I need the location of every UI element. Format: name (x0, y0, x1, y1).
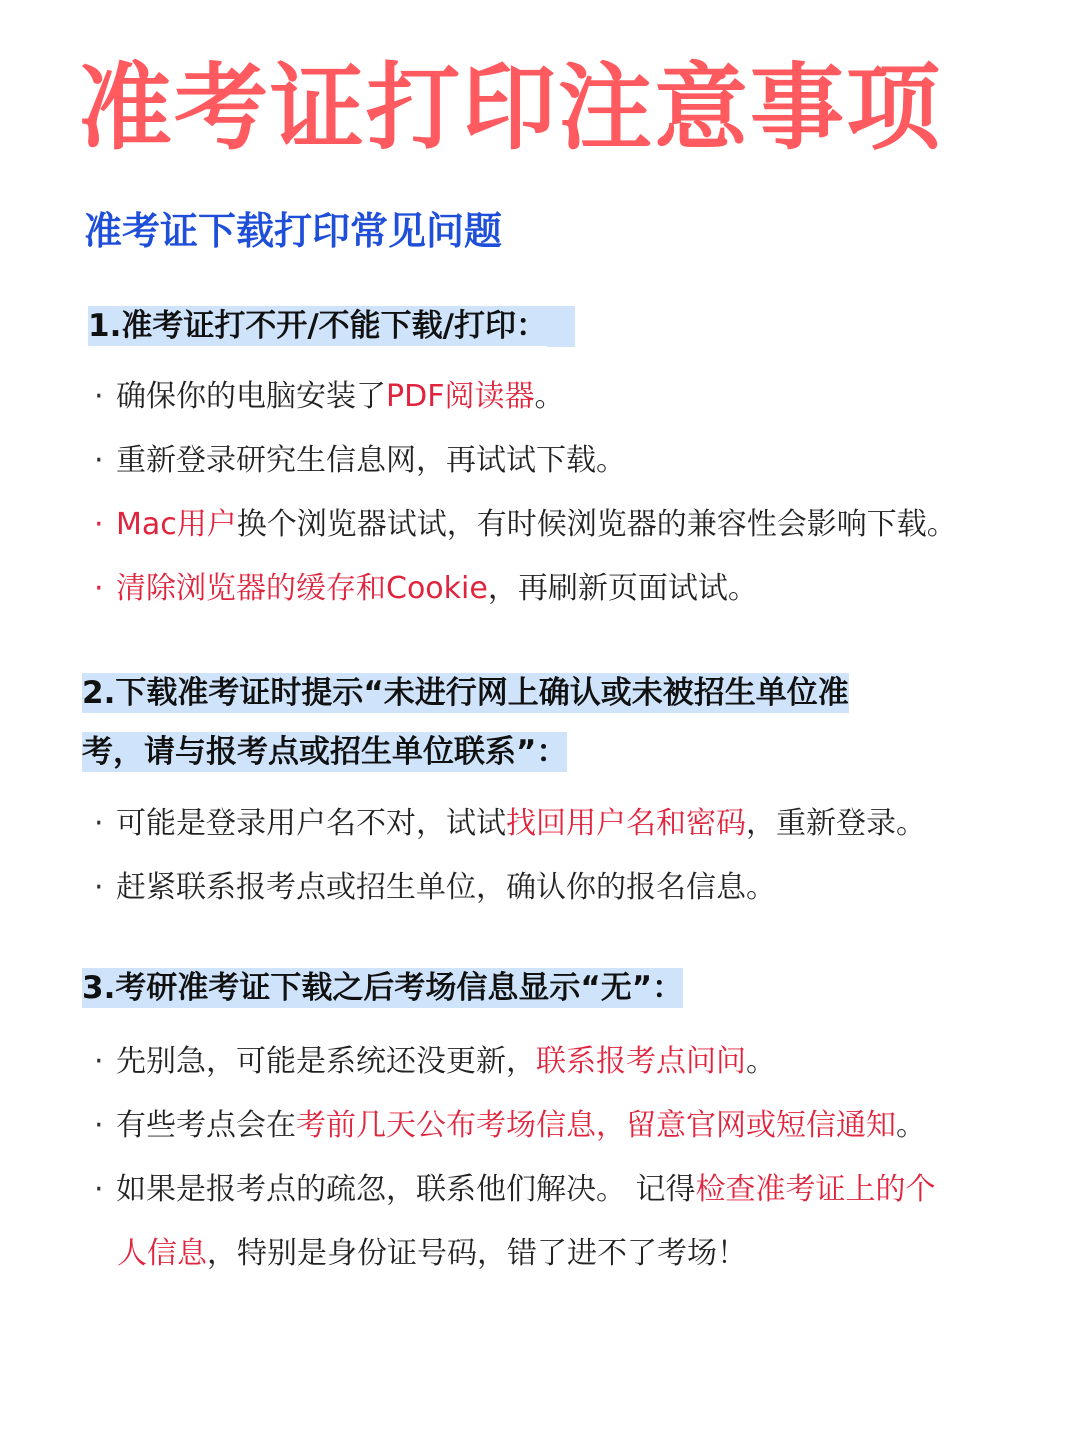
highlight-text: 人信息 (117, 1236, 207, 1271)
highlight-text: PDF阅读器 (386, 379, 535, 414)
section-3-heading: 3.考研准考证下载之后考场信息显示“无”： (82, 970, 684, 1006)
bullet: · (94, 507, 104, 542)
list-item: · 有些考点会在考前几天公布考场信息，留意官网或短信通知。 (94, 1108, 926, 1143)
list-item: · 确保你的电脑安装了PDF阅读器。 (94, 379, 565, 414)
list-item: · 赶紧联系报考点或招生单位，确认你的报名信息。 (94, 870, 776, 905)
highlight-text: 检查准考证上的个 (695, 1172, 936, 1207)
highlight-text: 考前几天公布考场信息，留意官网或短信通知 (296, 1108, 896, 1143)
list-item: · 清除浏览器的缓存和Cookie，再刷新页面试试。 (94, 571, 758, 606)
list-item: · 如果是报考点的疏忽，联系他们解决。 记得检查准考证上的个 (94, 1172, 936, 1207)
bullet: · (94, 1172, 104, 1207)
section-1-heading-text: 1.准考证打不开/不能下载/打印： (88, 308, 547, 344)
section-1-heading (88, 306, 575, 347)
section-2-heading-line-2: 考，请与报考点或招生单位联系”： (82, 734, 568, 770)
list-item: · 可能是登录用户名不对，试试找回用户名和密码，重新登录。 (94, 806, 926, 841)
bullet: · (94, 806, 104, 841)
page-title: 准考证打印注意事项 (78, 54, 943, 163)
bullet: · (94, 443, 104, 478)
list-item: · 重新登录研究生信息网，再试试下载。 (94, 443, 626, 478)
bullet: · (94, 1108, 104, 1143)
highlight-text: 联系报考点问问 (536, 1044, 746, 1079)
highlight-text: Mac用户 (116, 507, 237, 542)
bullet: · (94, 571, 104, 606)
bullet: · (94, 1044, 104, 1079)
list-item-continuation: 人信息，特别是身份证号码，错了进不了考场！ (117, 1236, 747, 1271)
list-item: · Mac用户换个浏览器试试，有时候浏览器的兼容性会影响下载。 (94, 507, 957, 542)
highlight-text: 找回用户名和密码 (506, 806, 746, 841)
bullet: · (94, 870, 104, 905)
page-subtitle: 准考证下载打印常见问题 (84, 209, 503, 253)
highlight-text: 清除浏览器的缓存和Cookie (116, 571, 488, 606)
section-2-heading-line-1: 2.下载准考证时提示“未进行网上确认或未被招生单位准 (82, 675, 849, 711)
bullet: · (94, 379, 104, 414)
list-item: · 先别急，可能是系统还没更新，联系报考点问问。 (94, 1044, 776, 1079)
